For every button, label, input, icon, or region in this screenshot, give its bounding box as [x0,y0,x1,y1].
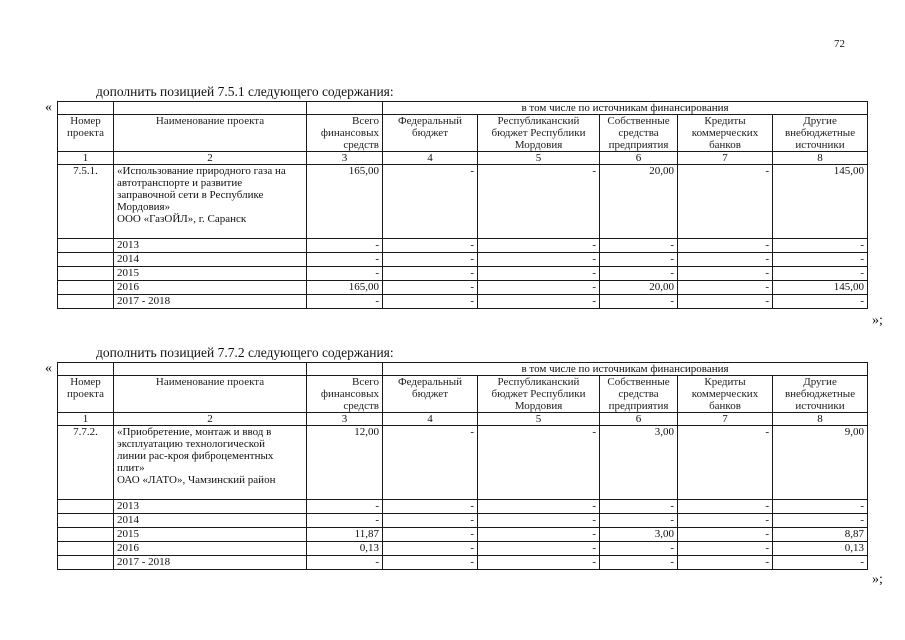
value-cell: - [383,295,478,309]
col-number: 7 [678,413,773,426]
col-number: 8 [773,413,868,426]
header-cell: Кредиты коммерческих банков [678,376,773,413]
value-cell: - [678,165,773,239]
empty-cell [58,281,114,295]
value-cell: - [478,528,600,542]
value-cell: 145,00 [773,165,868,239]
value-cell: - [678,295,773,309]
project-name-line: «Приобретение, монтаж и ввод в [117,426,272,438]
value-cell: - [478,165,600,239]
year-label: 2017 - 2018 [114,556,307,570]
value-cell: - [678,426,773,500]
value-cell: - [383,514,478,528]
value-cell: - [678,253,773,267]
col-number: 5 [478,413,600,426]
header-cell: Другие внебюджетные источники [773,376,868,413]
value-cell: - [773,556,868,570]
col-number: 1 [58,413,114,426]
col-number: 2 [114,152,307,165]
header-cell: Другие внебюджетные источники [773,115,868,152]
value-cell: - [678,528,773,542]
financing-table [57,362,868,570]
table-row [58,253,868,267]
header-cell: Федеральный бюджет [383,115,478,152]
value-cell: - [383,165,478,239]
year-label: 2014 [114,514,307,528]
empty-cell [58,239,114,253]
table-row [58,514,868,528]
value-cell: 145,00 [773,281,868,295]
value-cell: 8,87 [773,528,868,542]
value-cell: - [478,426,600,500]
value-cell: - [383,528,478,542]
empty-cell [58,267,114,281]
header-cell: Федеральный бюджет [383,376,478,413]
header-cell: Республиканский бюджет Республики Мордовия [478,115,600,152]
value-cell: - [773,267,868,281]
value-cell: 165,00 [307,281,383,295]
year-label: 2013 [114,500,307,514]
header-cell: Кредиты коммерческих банков [678,115,773,152]
header-cell [58,363,114,376]
value-cell: 11,87 [307,528,383,542]
header-cell: Номер проекта [58,115,114,152]
value-cell: - [600,267,678,281]
value-cell: - [600,514,678,528]
project-name-line: «Использование природного газа на [117,165,286,177]
value-cell: - [478,253,600,267]
value-cell: - [678,542,773,556]
year-label: 2013 [114,239,307,253]
header-cell: Всего финансовых средств [307,376,383,413]
financing-table [57,101,868,309]
value-cell: - [600,239,678,253]
empty-cell [58,295,114,309]
value-cell: - [307,295,383,309]
project-number: 7.5.1. [58,165,114,239]
table-row [58,281,868,295]
col-number: 2 [114,413,307,426]
project-name-line: эксплуатацию технологической [117,438,265,450]
value-cell: - [678,514,773,528]
table-row [58,556,868,570]
value-cell: - [773,295,868,309]
value-cell: 165,00 [307,165,383,239]
value-cell: - [383,556,478,570]
header-cell: Наименование проекта [114,376,307,413]
empty-cell [58,542,114,556]
year-label: 2016 [114,542,307,556]
empty-cell [58,500,114,514]
value-cell: - [478,281,600,295]
value-cell: 20,00 [600,165,678,239]
project-name-line: плит» [117,462,145,474]
value-cell: - [773,239,868,253]
value-cell: - [383,281,478,295]
value-cell: - [383,426,478,500]
year-label: 2016 [114,281,307,295]
header-cell: Всего финансовых средств [307,115,383,152]
value-cell: - [478,514,600,528]
header-cell [114,102,307,115]
value-cell: - [383,267,478,281]
value-cell: 20,00 [600,281,678,295]
value-cell: 12,00 [307,426,383,500]
value-cell: - [600,556,678,570]
empty-cell [58,556,114,570]
empty-cell [58,514,114,528]
header-cell [307,363,383,376]
value-cell: - [307,556,383,570]
project-name-line: автотранспорте и развитие [117,177,243,189]
value-cell: - [773,500,868,514]
year-label: 2017 - 2018 [114,295,307,309]
header-cell [114,363,307,376]
col-number: 7 [678,152,773,165]
table-row [58,542,868,556]
value-cell: 0,13 [773,542,868,556]
project-name-line: ОАО «ЛАТО», Чамзинский район [117,474,276,486]
value-cell: - [307,267,383,281]
col-number: 4 [383,413,478,426]
header-cell [307,102,383,115]
project-name-line: линии рас-кроя фиброцементных [117,450,274,462]
year-label: 2015 [114,267,307,281]
value-cell: - [678,239,773,253]
section-intro: дополнить позицией 7.7.2 следующего содержания: [96,345,394,360]
value-cell: - [678,281,773,295]
value-cell: - [478,267,600,281]
value-cell: 9,00 [773,426,868,500]
col-number: 5 [478,152,600,165]
header-cell: Собственные средства предприятия [600,376,678,413]
value-cell: 3,00 [600,528,678,542]
value-cell: - [383,500,478,514]
value-cell: - [478,556,600,570]
value-cell: - [478,239,600,253]
project-name-line: Мордовия» [117,201,171,213]
quote-close: »; [872,313,883,328]
table-row [58,295,868,309]
value-cell: - [773,514,868,528]
year-label: 2015 [114,528,307,542]
value-cell: - [678,556,773,570]
value-cell: - [307,253,383,267]
project-name [114,165,307,239]
col-number: 4 [383,152,478,165]
page-number: 72 [834,38,845,50]
value-cell: - [478,295,600,309]
project-number: 7.7.2. [58,426,114,500]
project-name [114,426,307,500]
value-cell: 0,13 [307,542,383,556]
value-cell: - [307,514,383,528]
header-group: в том числе по источникам финансирования [383,102,868,115]
quote-close: »; [872,572,883,587]
value-cell: - [383,542,478,556]
header-cell: Собственные средства предприятия [600,115,678,152]
table-row [58,267,868,281]
value-cell: 3,00 [600,426,678,500]
table-row [58,528,868,542]
value-cell: - [307,239,383,253]
value-cell: - [600,500,678,514]
value-cell: - [678,267,773,281]
value-cell: - [773,253,868,267]
project-name-line: ООО «ГазОЙЛ», г. Саранск [117,213,247,225]
value-cell: - [600,295,678,309]
header-cell [58,102,114,115]
col-number: 1 [58,152,114,165]
col-number: 8 [773,152,868,165]
value-cell: - [478,542,600,556]
empty-cell [58,528,114,542]
quote-open: « [45,100,52,115]
col-number: 6 [600,152,678,165]
value-cell: - [307,500,383,514]
value-cell: - [678,500,773,514]
value-cell: - [383,239,478,253]
value-cell: - [600,253,678,267]
table-row [58,239,868,253]
quote-open: « [45,361,52,376]
col-number: 3 [307,413,383,426]
value-cell: - [383,253,478,267]
empty-cell [58,253,114,267]
value-cell: - [478,500,600,514]
section-intro: дополнить позицией 7.5.1 следующего содержания: [96,84,394,99]
col-number: 3 [307,152,383,165]
header-cell: Номер проекта [58,376,114,413]
header-cell: Республиканский бюджет Республики Мордовия [478,376,600,413]
header-cell: Наименование проекта [114,115,307,152]
value-cell: - [600,542,678,556]
project-name-line: заправочной сети в Республике [117,189,264,201]
col-number: 6 [600,413,678,426]
header-group: в том числе по источникам финансирования [383,363,868,376]
table-row [58,500,868,514]
year-label: 2014 [114,253,307,267]
